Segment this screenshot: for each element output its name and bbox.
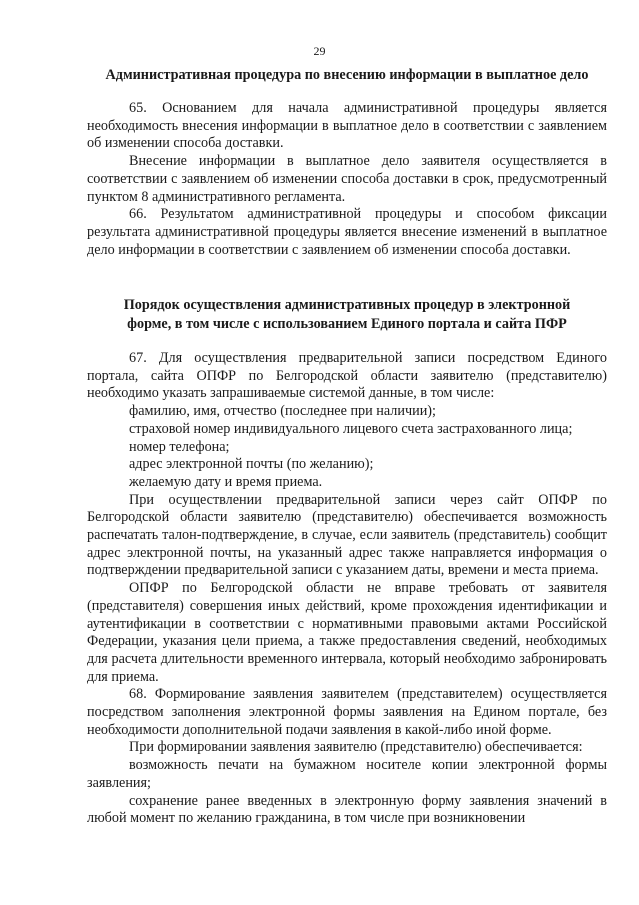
paragraph-opfr: ОПФР по Белгородской области не вправе требовать от заявителя (представителя) совершения иных действий, кроме прохождения идентификации и аутентификации в соответствии с нормативными правовыми актами Российской Федерации, указания цели приема, а также предоставления сведений, необходимых для расчета длительности временного интервала, который необходимо забронировать для приема. bbox=[87, 580, 607, 685]
page-number: 29 bbox=[313, 44, 326, 58]
paragraph-68: 68. Формирование заявления заявителем (представителем) осуществляется посредством заполнения электронной формы заявления на Едином портале, без необходимости дополнительной подачи заявления в какой-либо иной форме. bbox=[87, 686, 607, 738]
section-body-electronic bbox=[87, 350, 607, 828]
section-heading-delivery: Административная процедура по внесению информации в выплатное дело bbox=[105, 67, 589, 83]
paragraph-67: 67. Для осуществления предварительной записи посредством Единого портала, сайта ОПФР по Белгородской области заявителю (представителю) необходимо указать запрашиваемые системой данные, в том числе: bbox=[87, 350, 607, 402]
list-item-phone: номер телефона; bbox=[129, 438, 230, 455]
paragraph-65: 65. Основанием для начала административной процедуры является необходимость внесения информации в выплатное дело в соответствии с заявлением об изменении способа доставки. bbox=[87, 100, 607, 152]
paragraph-prerecord: При осуществлении предварительной записи через сайт ОПФР по Белгородской области заявителю (представителю) обеспечивается возможность распечатать талон-подтверждение, в случае, если заявитель (представитель) сообщит адрес электронной почты, на указанный адрес также направляется информация о подтверждении предварительной записи с указанием даты, времени и места приема. bbox=[87, 491, 607, 579]
list-item-name: фамилию, имя, отчество (последнее при наличии); bbox=[129, 403, 436, 420]
list-item-date: желаемую дату и время приема. bbox=[129, 473, 323, 490]
list-item-email: адрес электронной почты (по желанию); bbox=[129, 456, 374, 473]
list-item-print: возможность печати на бумажном носителе копии электронной формы заявления; bbox=[87, 757, 607, 791]
paragraph-form-provides: При формировании заявления заявителю (представителю) обеспечивается: bbox=[129, 739, 583, 756]
list-item-save: сохранение ранее введенных в электронную форму заявления значений в любой момент по желанию гражданина, в том числе при возникновении bbox=[87, 792, 607, 827]
list-item-snils: страховой номер индивидуального лицевого счета застрахованного лица; bbox=[129, 420, 573, 437]
heading-line-1: Порядок осуществления административных процедур в электронной bbox=[123, 297, 571, 313]
heading-line-2: форме, в том числе с использованием Единого портала и сайта ПФР bbox=[127, 316, 567, 332]
paragraph-66: 66. Результатом административной процедуры и способом фиксации результата административной процедуры является внесение изменений в выплатное дело информации в соответствии с заявлением об изменении способа доставки. bbox=[87, 206, 607, 258]
section-heading-electronic bbox=[87, 296, 607, 334]
section-body-delivery bbox=[87, 100, 607, 259]
paragraph-65-detail: Внесение информации в выплатное дело заявителя осуществляется в соответствии с заявлением об изменении способа доставки в срок, предусмотренный пунктом 8 административного регламента. bbox=[87, 153, 607, 205]
